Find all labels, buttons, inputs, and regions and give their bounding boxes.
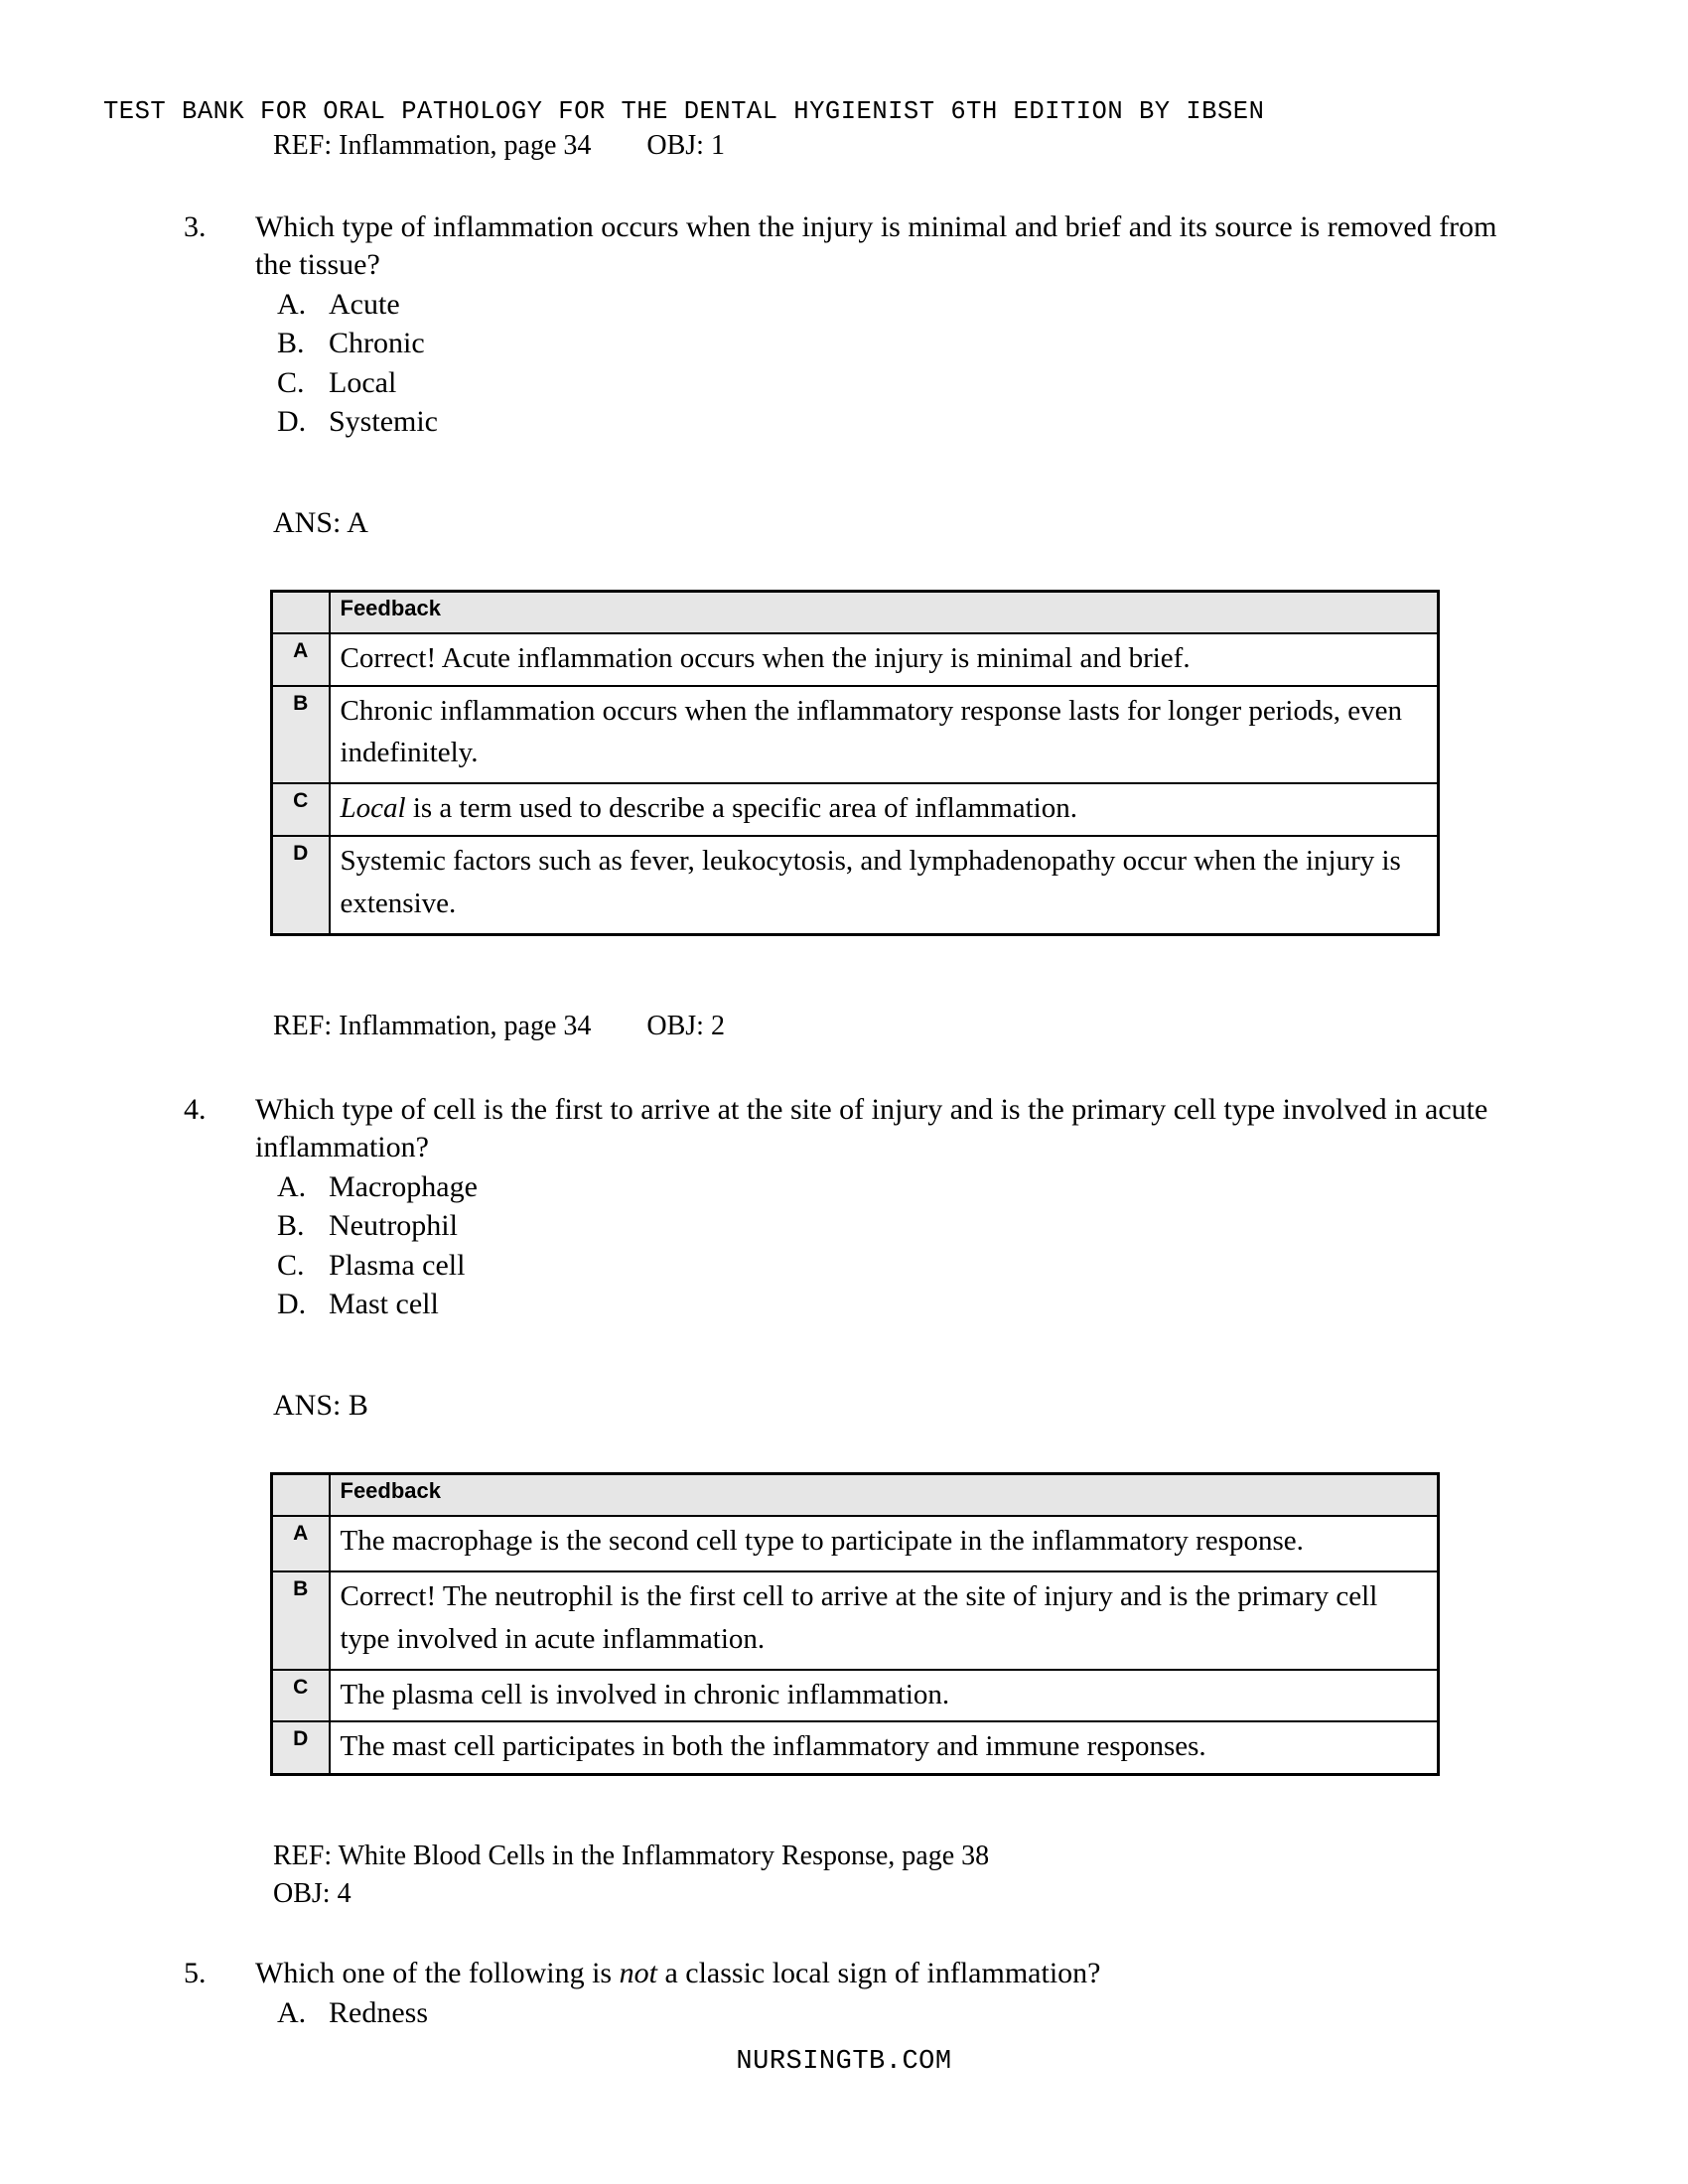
table-header-row	[272, 1474, 1439, 1516]
choice-letter: D.	[277, 1287, 307, 1320]
question-3	[184, 208, 1504, 441]
table-row	[272, 1516, 1439, 1571]
feedback-row-text: Chronic inflammation occurs when the inflammatory response lasts for longer periods, even indefinitely.	[330, 686, 1439, 784]
feedback-italic-term: Local	[340, 792, 406, 825]
choice-item[interactable]	[277, 1285, 1504, 1323]
feedback-row-letter: B	[272, 1571, 330, 1670]
feedback-table-3-wrap	[270, 590, 1440, 936]
table-header-row	[272, 592, 1439, 633]
choice-letter: C.	[277, 365, 305, 399]
choice-item[interactable]	[277, 1246, 1504, 1285]
question-3-choices	[255, 285, 1504, 441]
question-5-choices	[255, 1993, 1504, 2032]
page-footer: NURSINGTB.COM	[736, 2047, 952, 2077]
document-body	[0, 127, 1688, 2032]
feedback-row-letter: C	[272, 1670, 330, 1722]
choice-label: Local	[329, 365, 397, 399]
choice-letter: A.	[277, 1996, 307, 2029]
question-4-choices	[255, 1167, 1504, 1323]
ref-line-top: REF: Inflammation, page 34 OBJ: 1	[273, 130, 725, 161]
table-row	[272, 836, 1439, 934]
choice-item[interactable]	[277, 324, 1504, 362]
feedback-row-letter: B	[272, 686, 330, 784]
choice-letter: C.	[277, 1248, 305, 1282]
feedback-row-text: Correct! Acute inflammation occurs when the injury is minimal and brief.	[330, 633, 1439, 686]
table-row	[272, 1571, 1439, 1670]
question-4-number: 4.	[184, 1092, 207, 1126]
choice-item[interactable]	[277, 363, 1504, 402]
feedback-header-blank	[272, 1474, 330, 1516]
choice-letter: B.	[277, 1209, 305, 1243]
feedback-header-blank	[272, 592, 330, 633]
feedback-row-text: The plasma cell is involved in chronic inflammation.	[330, 1670, 1439, 1722]
feedback-table-4-wrap	[270, 1472, 1440, 1776]
feedback-row-text: Correct! The neutrophil is the first cell to arrive at the site of injury and is the primary cell type involved in acute inflammation.	[330, 1571, 1439, 1670]
table-row	[272, 686, 1439, 784]
ref-line-question-3: REF: Inflammation, page 34 OBJ: 2	[273, 1011, 725, 1042]
choice-label: Chronic	[329, 327, 425, 360]
answer-line-4: ANS: B	[273, 1389, 368, 1423]
choice-item[interactable]	[277, 1206, 1504, 1245]
feedback-row-letter: D	[272, 1721, 330, 1774]
question-4	[184, 1091, 1504, 1323]
choice-label: Macrophage	[329, 1170, 478, 1204]
choice-letter: A.	[277, 1170, 307, 1204]
choice-label: Plasma cell	[329, 1248, 466, 1282]
feedback-italic-rest: is a term used to describe a specific area of inflammation.	[405, 792, 1077, 825]
question-3-stem: Which type of inflammation occurs when the injury is minimal and brief and its source is removed from the tissue?	[255, 209, 1497, 281]
feedback-header-label: Feedback	[330, 592, 1439, 633]
feedback-row-letter: A	[272, 633, 330, 686]
choice-item[interactable]	[277, 1167, 1504, 1206]
choice-label: Mast cell	[329, 1287, 439, 1320]
feedback-table-4	[270, 1472, 1440, 1776]
question-5-stem-emphasis: not	[619, 1956, 657, 1989]
feedback-row-text-italic	[330, 783, 1439, 836]
choice-label: Systemic	[329, 404, 438, 438]
obj-line-question-4: OBJ: 4	[273, 1878, 352, 1910]
question-5-stem-part1: Which one of the following is	[255, 1956, 620, 1989]
choice-item[interactable]	[277, 402, 1504, 441]
table-row	[272, 1721, 1439, 1774]
table-row	[272, 633, 1439, 686]
feedback-row-text: The macrophage is the second cell type to participate in the inflammatory response.	[330, 1516, 1439, 1571]
feedback-table-3	[270, 590, 1440, 936]
ref-line-question-4: REF: White Blood Cells in the Inflammatory Response, page 38	[273, 1841, 990, 1872]
question-5	[184, 1955, 1504, 2032]
question-5-number: 5.	[184, 1956, 207, 1989]
choice-label: Neutrophil	[329, 1209, 458, 1243]
choice-label: Acute	[329, 287, 400, 321]
choice-letter: D.	[277, 404, 307, 438]
table-row	[272, 783, 1439, 836]
choice-letter: A.	[277, 287, 307, 321]
choice-item[interactable]	[277, 285, 1504, 324]
running-header: TEST BANK FOR ORAL PATHOLOGY FOR THE DENTAL HYGIENIST 6TH EDITION BY IBSEN	[103, 97, 1265, 126]
answer-line-3: ANS: A	[273, 506, 368, 540]
question-5-stem-part2: a classic local sign of inflammation?	[656, 1956, 1101, 1989]
feedback-row-text: Systemic factors such as fever, leukocytosis, and lymphadenopathy occur when the injury is extensive.	[330, 836, 1439, 934]
feedback-header-label: Feedback	[330, 1474, 1439, 1516]
feedback-row-text: The mast cell participates in both the inflammatory and immune responses.	[330, 1721, 1439, 1774]
feedback-row-letter: C	[272, 783, 330, 836]
question-4-stem: Which type of cell is the first to arrive at the site of injury and is the primary cell type involved in acute inflammation?	[255, 1092, 1488, 1163]
choice-letter: B.	[277, 327, 305, 360]
question-5-stem	[255, 1955, 1504, 1992]
choice-label: Redness	[329, 1996, 428, 2029]
table-row	[272, 1670, 1439, 1722]
feedback-row-letter: A	[272, 1516, 330, 1571]
feedback-row-letter: D	[272, 836, 330, 934]
question-3-number: 3.	[184, 209, 207, 243]
choice-item[interactable]	[277, 1993, 1504, 2032]
